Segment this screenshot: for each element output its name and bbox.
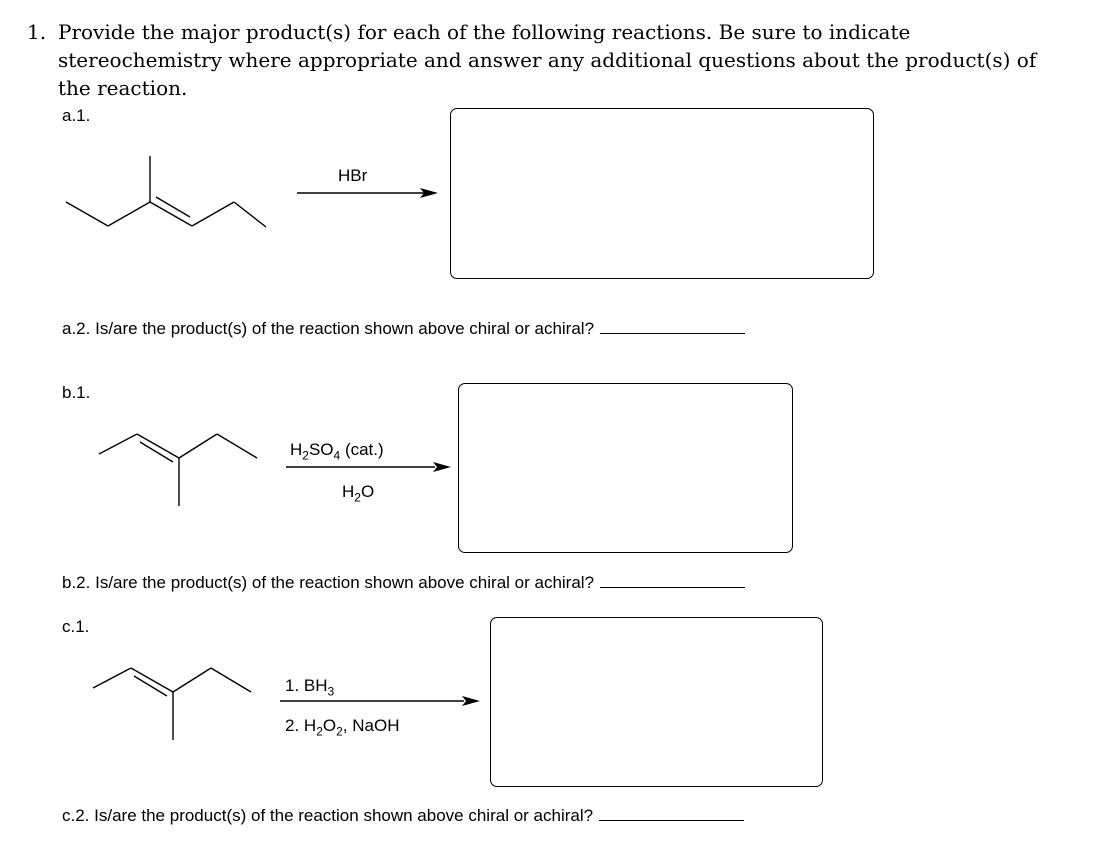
bond <box>173 668 211 692</box>
bond <box>108 202 150 226</box>
answer-line-a2[interactable] <box>600 332 745 334</box>
part-a2-label: a.2. <box>62 319 91 338</box>
question-b2 <box>62 573 745 593</box>
bond <box>137 434 179 458</box>
question-a2-text: Is/are the product(s) of the reaction shown above chiral or achiral? <box>95 319 595 338</box>
double-bond-inner <box>156 197 190 217</box>
reactant-b-structure <box>95 430 265 510</box>
question-a2 <box>62 319 745 339</box>
part-b1-label: b.1. <box>62 383 91 402</box>
part-b2-label: b.2. <box>62 573 91 592</box>
answer-line-c2[interactable] <box>599 819 744 821</box>
reagent-a-top: HBr <box>338 166 368 185</box>
bond <box>211 668 251 692</box>
reagent-c-top: 1. $BH_3$ <box>285 676 335 699</box>
reactant-a-structure <box>60 150 280 235</box>
reaction-arrow-b <box>285 460 455 474</box>
question-text: Provide the major product(s) for each of the following reactions. Be sure to indicate stereochemistry where appropriate and answer any additional questions about the product(s) of the reaction. <box>58 20 1037 100</box>
reaction-arrow-c <box>279 694 484 708</box>
question-b2-text: Is/are the product(s) of the reaction shown above chiral or achiral? <box>95 573 595 592</box>
bond <box>179 434 217 458</box>
bond <box>131 668 173 692</box>
answer-box-c[interactable] <box>490 617 823 787</box>
question-number: 1. <box>27 20 47 44</box>
reagent-b-top: $H_2SO_4$ (cat.) <box>290 440 384 463</box>
answer-box-b[interactable] <box>458 383 793 553</box>
answer-line-b2[interactable] <box>600 586 745 588</box>
reaction-arrow-a <box>296 186 441 200</box>
bond <box>66 202 108 226</box>
bond <box>99 434 137 454</box>
reactant-c-structure <box>89 664 259 744</box>
bond <box>93 668 131 688</box>
part-c1-label: c.1. <box>62 617 90 636</box>
part-c2-label: c.2. <box>62 806 90 825</box>
answer-box-a[interactable] <box>450 108 874 279</box>
bond <box>192 202 234 226</box>
bond <box>217 434 257 458</box>
question-c2-text: Is/are the product(s) of the reaction shown above chiral or achiral? <box>94 806 594 825</box>
bond <box>234 202 266 227</box>
part-a1-label: a.1. <box>62 106 91 125</box>
question-c2 <box>62 806 744 826</box>
reagent-b-bottom: $H_2O$ <box>342 482 375 505</box>
reagent-c-bottom: 2. $H_2O_2$, NaOH <box>285 716 400 739</box>
